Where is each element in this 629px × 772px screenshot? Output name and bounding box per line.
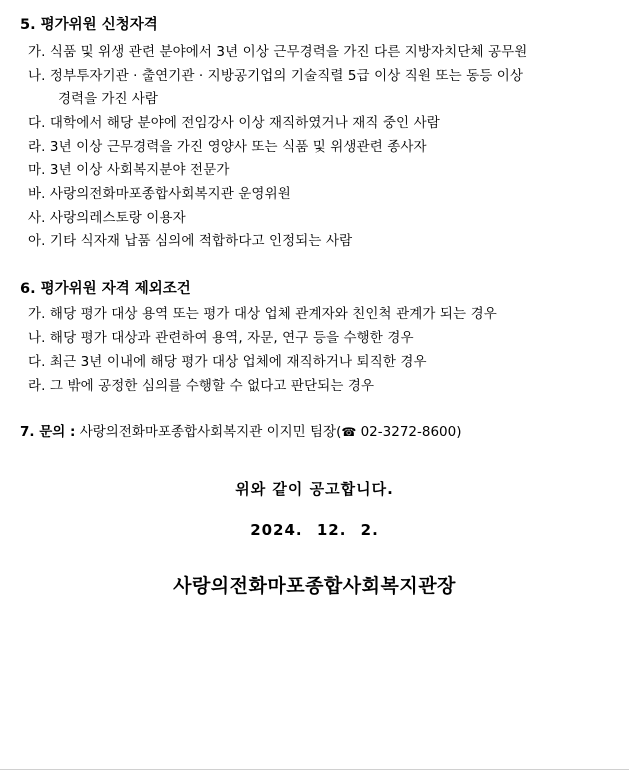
section-5-item-a: 아. 기타 식자재 납품 심의에 적합하다고 인정되는 사람 — [28, 233, 353, 249]
section-6-item-ra: 라. 그 밖에 공정한 심의를 수행할 수 없다고 판단되는 경우 — [28, 378, 375, 394]
section-5-item-ma: 마. 3년 이상 사회복지분야 전문가 — [28, 162, 230, 178]
section-6-item-ga: 가. 해당 평가 대상 용역 또는 평가 대상 업체 관계자와 친인척 관계가 되는 경우 — [28, 306, 497, 322]
section-5-item-da: 다. 대학에서 해당 분야에 전임강사 이상 재직하였거나 재직 중인 사람 — [28, 115, 440, 131]
section-6-item-na: 나. 해당 평가 대상과 관련하여 용역, 자문, 연구 등을 수행한 경우 — [28, 330, 414, 346]
contact-label: 7. 문의 : — [20, 424, 76, 440]
page-bottom-divider — [0, 769, 629, 770]
phone-icon: ☎ — [341, 425, 357, 439]
section-5-title: 5. 평가위원 신청자격 — [20, 17, 158, 33]
section-6-title: 6. 평가위원 자격 제외조건 — [20, 281, 191, 297]
contact-phone: 02-3272-8600) — [360, 424, 462, 440]
section-5-item-ba: 바. 사랑의전화마포종합사회복지관 운영위원 — [28, 186, 291, 202]
announcement-date: 2024. 12. 2. — [250, 521, 379, 539]
section-5-item-ra: 라. 3년 이상 근무경력을 가진 영양사 또는 식품 및 위생관련 종사자 — [28, 139, 427, 155]
contact-line — [20, 420, 462, 440]
section-5-item-na: 나. 정부투자기관 · 출연기관 · 지방공기업의 기술직렬 5급 이상 직원 또는 동등 이상 — [28, 68, 524, 84]
announcement: 위와 같이 공고합니다. — [235, 480, 394, 498]
section-5-item-ga: 가. 식품 및 위생 관련 분야에서 3년 이상 근무경력을 가진 다른 지방자치단체 공무원 — [28, 44, 528, 60]
section-5-item-sa: 사. 사랑의레스토랑 이용자 — [28, 210, 186, 226]
section-5-item-na-continued: 경력을 가진 사람 — [58, 91, 158, 107]
contact-text: 사랑의전화마포종합사회복지관 이지민 팀장( — [79, 424, 342, 440]
section-6-item-da: 다. 최근 3년 이내에 해당 평가 대상 업체에 재직하거나 퇴직한 경우 — [28, 354, 427, 370]
signer-title: 사랑의전화마포종합사회복지관장 — [173, 575, 456, 597]
